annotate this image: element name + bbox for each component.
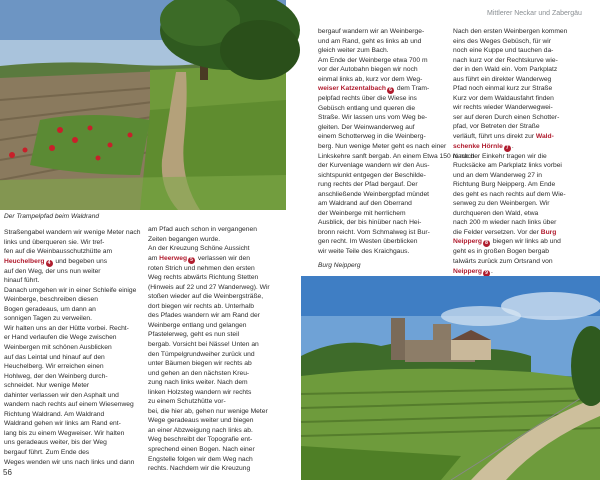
text-line: [318, 190, 453, 200]
text-line: [318, 132, 453, 142]
text-line: [453, 103, 598, 113]
text-line: [148, 340, 292, 350]
text-line: [148, 225, 292, 235]
text-segment: gleiten. Der Weinwanderweg auf: [318, 123, 415, 131]
text-line: [453, 257, 598, 267]
waypoint-marker: 4: [46, 260, 53, 267]
text-line: [148, 264, 292, 274]
text-segment: verlassen wir den: [196, 254, 250, 262]
text-segment: durchqueren den Wald, etwa: [453, 209, 539, 217]
text-segment: der Kurvenlage wandern wir den Aus-: [318, 162, 430, 170]
text-line: [453, 113, 598, 123]
text-segment: Straße. Wir lassen uns vom Weg be-: [318, 114, 428, 122]
text-line: [318, 171, 453, 181]
text-segment: Gebüsch entlang und queren die: [318, 104, 416, 112]
text-segment: Straßengabel wandern wir wenige Meter nach: [4, 229, 141, 236]
text-segment: .: [511, 142, 514, 150]
text-segment: des Pfades wandern wir am Rand der: [148, 312, 260, 320]
text-line: [148, 321, 292, 331]
text-segment: rung rechts der Pfad bergauf. Der: [318, 181, 418, 189]
text-segment: er Hand verlaufen die Wege zwischen: [4, 334, 117, 342]
text-line: [318, 37, 453, 47]
text-line: [318, 113, 453, 123]
waypoint-name: Neipperg: [453, 238, 482, 246]
text-segment: auf das Leintal und hinauf auf den: [4, 353, 105, 361]
text-line: [148, 407, 292, 417]
text-segment: lang bis zu einem Wegweiser. Wir halten: [4, 429, 125, 437]
text-segment: fen auf die Weinbausschutzhütte am: [4, 248, 113, 256]
text-segment: bergab. Vorsicht bei Nässe! Unten an: [148, 341, 259, 349]
text-line: [4, 267, 152, 277]
text-segment: Am Ende der Weinberge etwa 700 m: [318, 56, 428, 64]
text-segment: dort biegen wir rechts ab. Unterhalb: [148, 302, 254, 310]
text-segment: Weg beschreibt der Topografie ent-: [148, 436, 253, 444]
text-line: [148, 273, 292, 283]
waypoint-name: Heuchelberg: [4, 257, 45, 265]
text-line: [4, 429, 152, 439]
text-line: [453, 27, 598, 37]
text-line: [453, 161, 598, 171]
text-line: [453, 37, 598, 47]
waypoint-name: schenke Hörnle: [453, 142, 503, 150]
text-line: [148, 378, 292, 388]
text-segment: dahinter verlassen wir den Asphalt und: [4, 391, 119, 399]
text-line: [453, 209, 598, 219]
text-segment: der Weinberge mit herrlichem: [318, 209, 406, 217]
text-segment: Weinberge entlang und gelangen: [148, 321, 247, 329]
text-segment: Wege geradeaus weiter und biegen: [148, 417, 254, 425]
text-segment: sprechend einen Bogen. Nach einer: [148, 446, 255, 454]
text-line: [4, 419, 152, 429]
field-path-photo: [0, 0, 286, 210]
text-line: [148, 350, 292, 360]
text-line: [318, 228, 453, 238]
text-segment: Richtung Burg Neipperg. Am Ende: [453, 181, 556, 189]
text-line: [453, 218, 598, 228]
text-line: [4, 276, 152, 286]
text-segment: gen recht. Im Westen überblicken: [318, 238, 418, 246]
text-column-4: [453, 27, 598, 276]
text-segment: am Waldrand auf den Oberrand: [318, 200, 412, 208]
text-line: [453, 56, 598, 66]
text-segment: bergauf wandern wir an Weinberge-: [318, 28, 425, 35]
text-segment: auf den Weg, der uns nun weiter: [4, 267, 101, 275]
text-line: [4, 333, 152, 343]
waypoint-marker: 9: [483, 270, 490, 277]
text-segment: Nach den ersten Weinbergen kommen: [453, 28, 568, 35]
text-line: [453, 247, 598, 257]
text-segment: roten Strich und nehmen den ersten: [148, 264, 255, 272]
text-segment: vor der Autobahn biegen wir noch: [318, 66, 418, 74]
text-segment: links und überqueren sie. Wir tref-: [4, 238, 105, 246]
castle-photo: [301, 276, 600, 480]
text-line: [4, 295, 152, 305]
text-segment: gleich weiter zum Bach.: [318, 47, 389, 55]
text-line: [4, 391, 152, 401]
text-line: [453, 142, 598, 152]
text-line: [453, 132, 598, 142]
text-segment: einmal links ab, kurz vor dem Weg-: [318, 75, 423, 83]
running-head: Mittlerer Neckar und Zabergäu: [487, 10, 582, 17]
text-line: [4, 458, 152, 468]
text-line: [453, 46, 598, 56]
text-line: [148, 244, 292, 254]
text-segment: Engstelle folgen wir dem Weg nach: [148, 455, 253, 463]
text-line: [4, 372, 152, 382]
text-line: [453, 228, 598, 238]
text-line: [4, 381, 152, 391]
text-line: [453, 65, 598, 75]
text-segment: bergauf führt. Zum Ende des: [4, 449, 90, 457]
text-line: [318, 218, 453, 228]
text-line: [318, 56, 453, 66]
text-segment: .: [490, 267, 493, 275]
waypoint-name: Burg: [540, 228, 557, 236]
text-line: [4, 448, 152, 458]
text-line: [4, 238, 152, 248]
text-segment: bei, die hier ab, gehen nur wenige Meter: [148, 407, 268, 415]
text-line: [4, 247, 152, 257]
text-line: [4, 286, 152, 296]
text-segment: Wir halten uns an der Hütte vorbei. Recht-: [4, 324, 129, 332]
text-segment: geht es in großen Bogen bergab: [453, 248, 549, 256]
text-segment: nach 200 m wieder nach links über: [453, 219, 557, 227]
text-line: [4, 314, 152, 324]
text-segment: berg. Nun wenige Meter geht es nach einer: [318, 143, 447, 151]
text-line: [453, 190, 598, 200]
text-segment: Weg rechts abwärts Richtung Stetten: [148, 274, 259, 282]
text-line: [4, 410, 152, 420]
text-line: [4, 343, 152, 353]
text-line: [4, 362, 152, 372]
text-segment: an einer Abzweigung nach links ab.: [148, 426, 253, 434]
text-segment: den Tümpelgrundweiher zurück und: [148, 350, 255, 358]
text-line: [453, 122, 598, 132]
text-segment: und gehen an den nächsten Kreu-: [148, 369, 250, 377]
text-line: [453, 94, 598, 104]
waypoint-name: Neipperg: [453, 267, 482, 275]
text-segment: und begeben uns: [53, 257, 108, 265]
text-segment: senweg zu den Weinbergen. Wir: [453, 200, 550, 208]
text-line: [318, 27, 453, 37]
text-line: [453, 84, 598, 94]
text-line: [318, 199, 453, 209]
text-segment: pelpfad rechts über die Wiese ins: [318, 95, 417, 103]
text-segment: Zeiten begangen wurde.: [148, 235, 221, 243]
text-line: [148, 388, 292, 398]
text-segment: Hohlweg, der den Weinberg durch-: [4, 372, 108, 380]
waypoint-marker: 5: [188, 257, 195, 264]
text-segment: rechts. Nachdem wir die Kreuzung: [148, 465, 251, 473]
text-segment: Weinberge, beschreiben diesen: [4, 296, 98, 304]
text-line: [148, 311, 292, 321]
text-segment: einem Schotterweg in die Weinberg-: [318, 133, 426, 141]
text-segment: (Hinweis auf 22 und 27 Wanderweg). Wir: [148, 283, 270, 291]
text-segment: An der Kreuzung Schöne Aussicht: [148, 245, 250, 253]
text-segment: uns geradeaus weiter, bis der Weg: [4, 439, 107, 447]
text-line: [148, 416, 292, 426]
text-segment: aus führt ein direkter Wanderweg: [453, 75, 552, 83]
text-line: [318, 65, 453, 75]
text-line: [148, 426, 292, 436]
text-segment: sonnigen Tagen zu verweilen.: [4, 315, 92, 323]
text-line: [318, 152, 475, 162]
text-line: [148, 397, 292, 407]
text-segment: die Felder versetzen. Vor der: [453, 228, 541, 236]
text-line: [148, 359, 292, 369]
text-line: [318, 237, 453, 247]
left-photo-caption: Der Trampelpfad beim Waldrand: [4, 213, 100, 220]
text-segment: hinauf führt.: [4, 277, 40, 285]
text-segment: stoßen wieder auf die Weinbergsträße,: [148, 293, 264, 301]
text-line: [318, 161, 453, 171]
page-number: 56: [3, 468, 12, 477]
text-segment: am Pfad auch schon in vergangenen: [148, 226, 257, 233]
text-line: [4, 438, 152, 448]
text-segment: wandern nach rechts auf einem Wiesenweg: [4, 401, 134, 409]
waypoint-marker: 7: [504, 145, 511, 152]
text-line: [4, 353, 152, 363]
text-segment: Waldrand gehen wir links am Rand ent-: [4, 420, 121, 428]
text-line: [4, 400, 152, 410]
text-line: [148, 292, 292, 302]
text-segment: zung nach links weiter. Nach dem: [148, 379, 248, 387]
text-segment: eins des Weges Gebüsch, für wir: [453, 37, 552, 45]
text-line: [453, 237, 598, 247]
text-segment: Weges wenden wir uns nach links und dann: [4, 458, 135, 466]
text-line: [453, 152, 598, 162]
text-segment: ser auf deren Durch einen Schotter-: [453, 113, 560, 121]
text-segment: unter Bäumen biegen wir rechts ab: [148, 360, 252, 368]
text-segment: der in den Wald ein. Vom Parkplatz: [453, 66, 558, 74]
text-line: [4, 257, 152, 267]
text-segment: wir rechts wieder Wanderwegwei-: [453, 104, 553, 112]
text-segment: zu einem Schutzhütte vor-: [148, 398, 226, 406]
text-segment: Rucksäcke am Parkplatz links vorbei: [453, 162, 562, 170]
text-line: [148, 254, 292, 264]
text-line: [453, 75, 598, 85]
text-line: [148, 302, 292, 312]
text-segment: am: [148, 254, 160, 262]
text-line: [318, 142, 453, 152]
text-line: [318, 104, 453, 114]
text-line: [148, 369, 292, 379]
text-line: [453, 171, 598, 181]
text-segment: des geht es nach rechts auf dem Wie-: [453, 190, 566, 198]
text-segment: biegen wir links ab und: [490, 238, 561, 246]
text-segment: Bogen geradeaus, um dann an: [4, 305, 96, 313]
text-segment: Nach der Einkehr tragen wir die: [453, 152, 547, 160]
text-line: [318, 75, 453, 85]
text-segment: dem Tram-: [395, 85, 430, 93]
text-segment: Pfad noch einmal kurz zur Straße: [453, 85, 553, 93]
text-line: [148, 435, 292, 445]
right-top-caption: Burg Neipperg: [318, 262, 361, 269]
text-segment: Danach umgehen wir in einer Schleife einige: [4, 286, 137, 294]
text-segment: Heuchelberg. Wir erreichen einen: [4, 363, 104, 371]
text-segment: schneidet. Nur wenige Meter: [4, 382, 90, 390]
text-line: [148, 464, 292, 474]
waypoint-name: Wald-: [535, 133, 554, 141]
text-segment: Pfastelerweg, geht es nun steil: [148, 331, 240, 339]
text-segment: pfad, vor Betreten der Straße: [453, 123, 540, 131]
text-line: [318, 46, 453, 56]
waypoint-name: weiser Katzentalbach: [318, 85, 387, 93]
text-segment: bronn reicht. Vom Schmalweg ist Bur-: [318, 228, 430, 236]
text-line: [148, 283, 292, 293]
text-line: [318, 247, 453, 257]
text-segment: sichtspunkt entgegen der Beschilde-: [318, 171, 426, 179]
text-line: [148, 235, 292, 245]
text-segment: noch eine Kuppe und tauchen da-: [453, 47, 554, 55]
waypoint-marker: 8: [483, 240, 490, 247]
text-segment: verläuft, führt uns direkt zur: [453, 133, 536, 141]
text-line: [4, 324, 152, 334]
text-segment: Richtung Waldrand. Am Waldrand: [4, 410, 105, 418]
text-segment: talwärts zurück zum Ortsrand von: [453, 258, 553, 266]
text-line: [318, 94, 453, 104]
text-segment: Ausblick, der bis hinüber nach Hei-: [318, 219, 422, 227]
text-line: [148, 445, 292, 455]
text-line: [453, 180, 598, 190]
text-line: [148, 455, 292, 465]
text-line: [318, 84, 453, 94]
text-line: [318, 180, 453, 190]
text-segment: wir weite Teile des Kraichgaus.: [318, 248, 410, 256]
text-line: [318, 209, 453, 219]
waypoint-marker: 6: [387, 87, 394, 94]
text-column-2: [148, 225, 292, 473]
text-line: [148, 330, 292, 340]
text-line: [318, 123, 453, 133]
text-segment: anschließende Weinbergpfad mündet: [318, 190, 430, 198]
text-segment: Linkskehre sanft bergab. An einem Etwa 150 m nach: [318, 152, 475, 160]
text-line: [453, 199, 598, 209]
text-segment: Weinbergen mit schönen Ausblicken: [4, 344, 112, 352]
text-line: [4, 305, 152, 315]
text-segment: und an dem Wanderweg 27 in: [453, 171, 542, 179]
text-segment: linken Holzsteg wandern wir rechts: [148, 388, 252, 396]
text-segment: und am Rand, geht es links ab und: [318, 37, 422, 45]
text-segment: Kurz vor dem Waldausfahrt finden: [453, 94, 554, 102]
text-segment: nach kurz vor der Rechtskurve wie-: [453, 56, 558, 64]
waypoint-name: Heerweg: [159, 254, 188, 262]
text-line: [4, 228, 152, 238]
text-column-1: [4, 228, 152, 470]
